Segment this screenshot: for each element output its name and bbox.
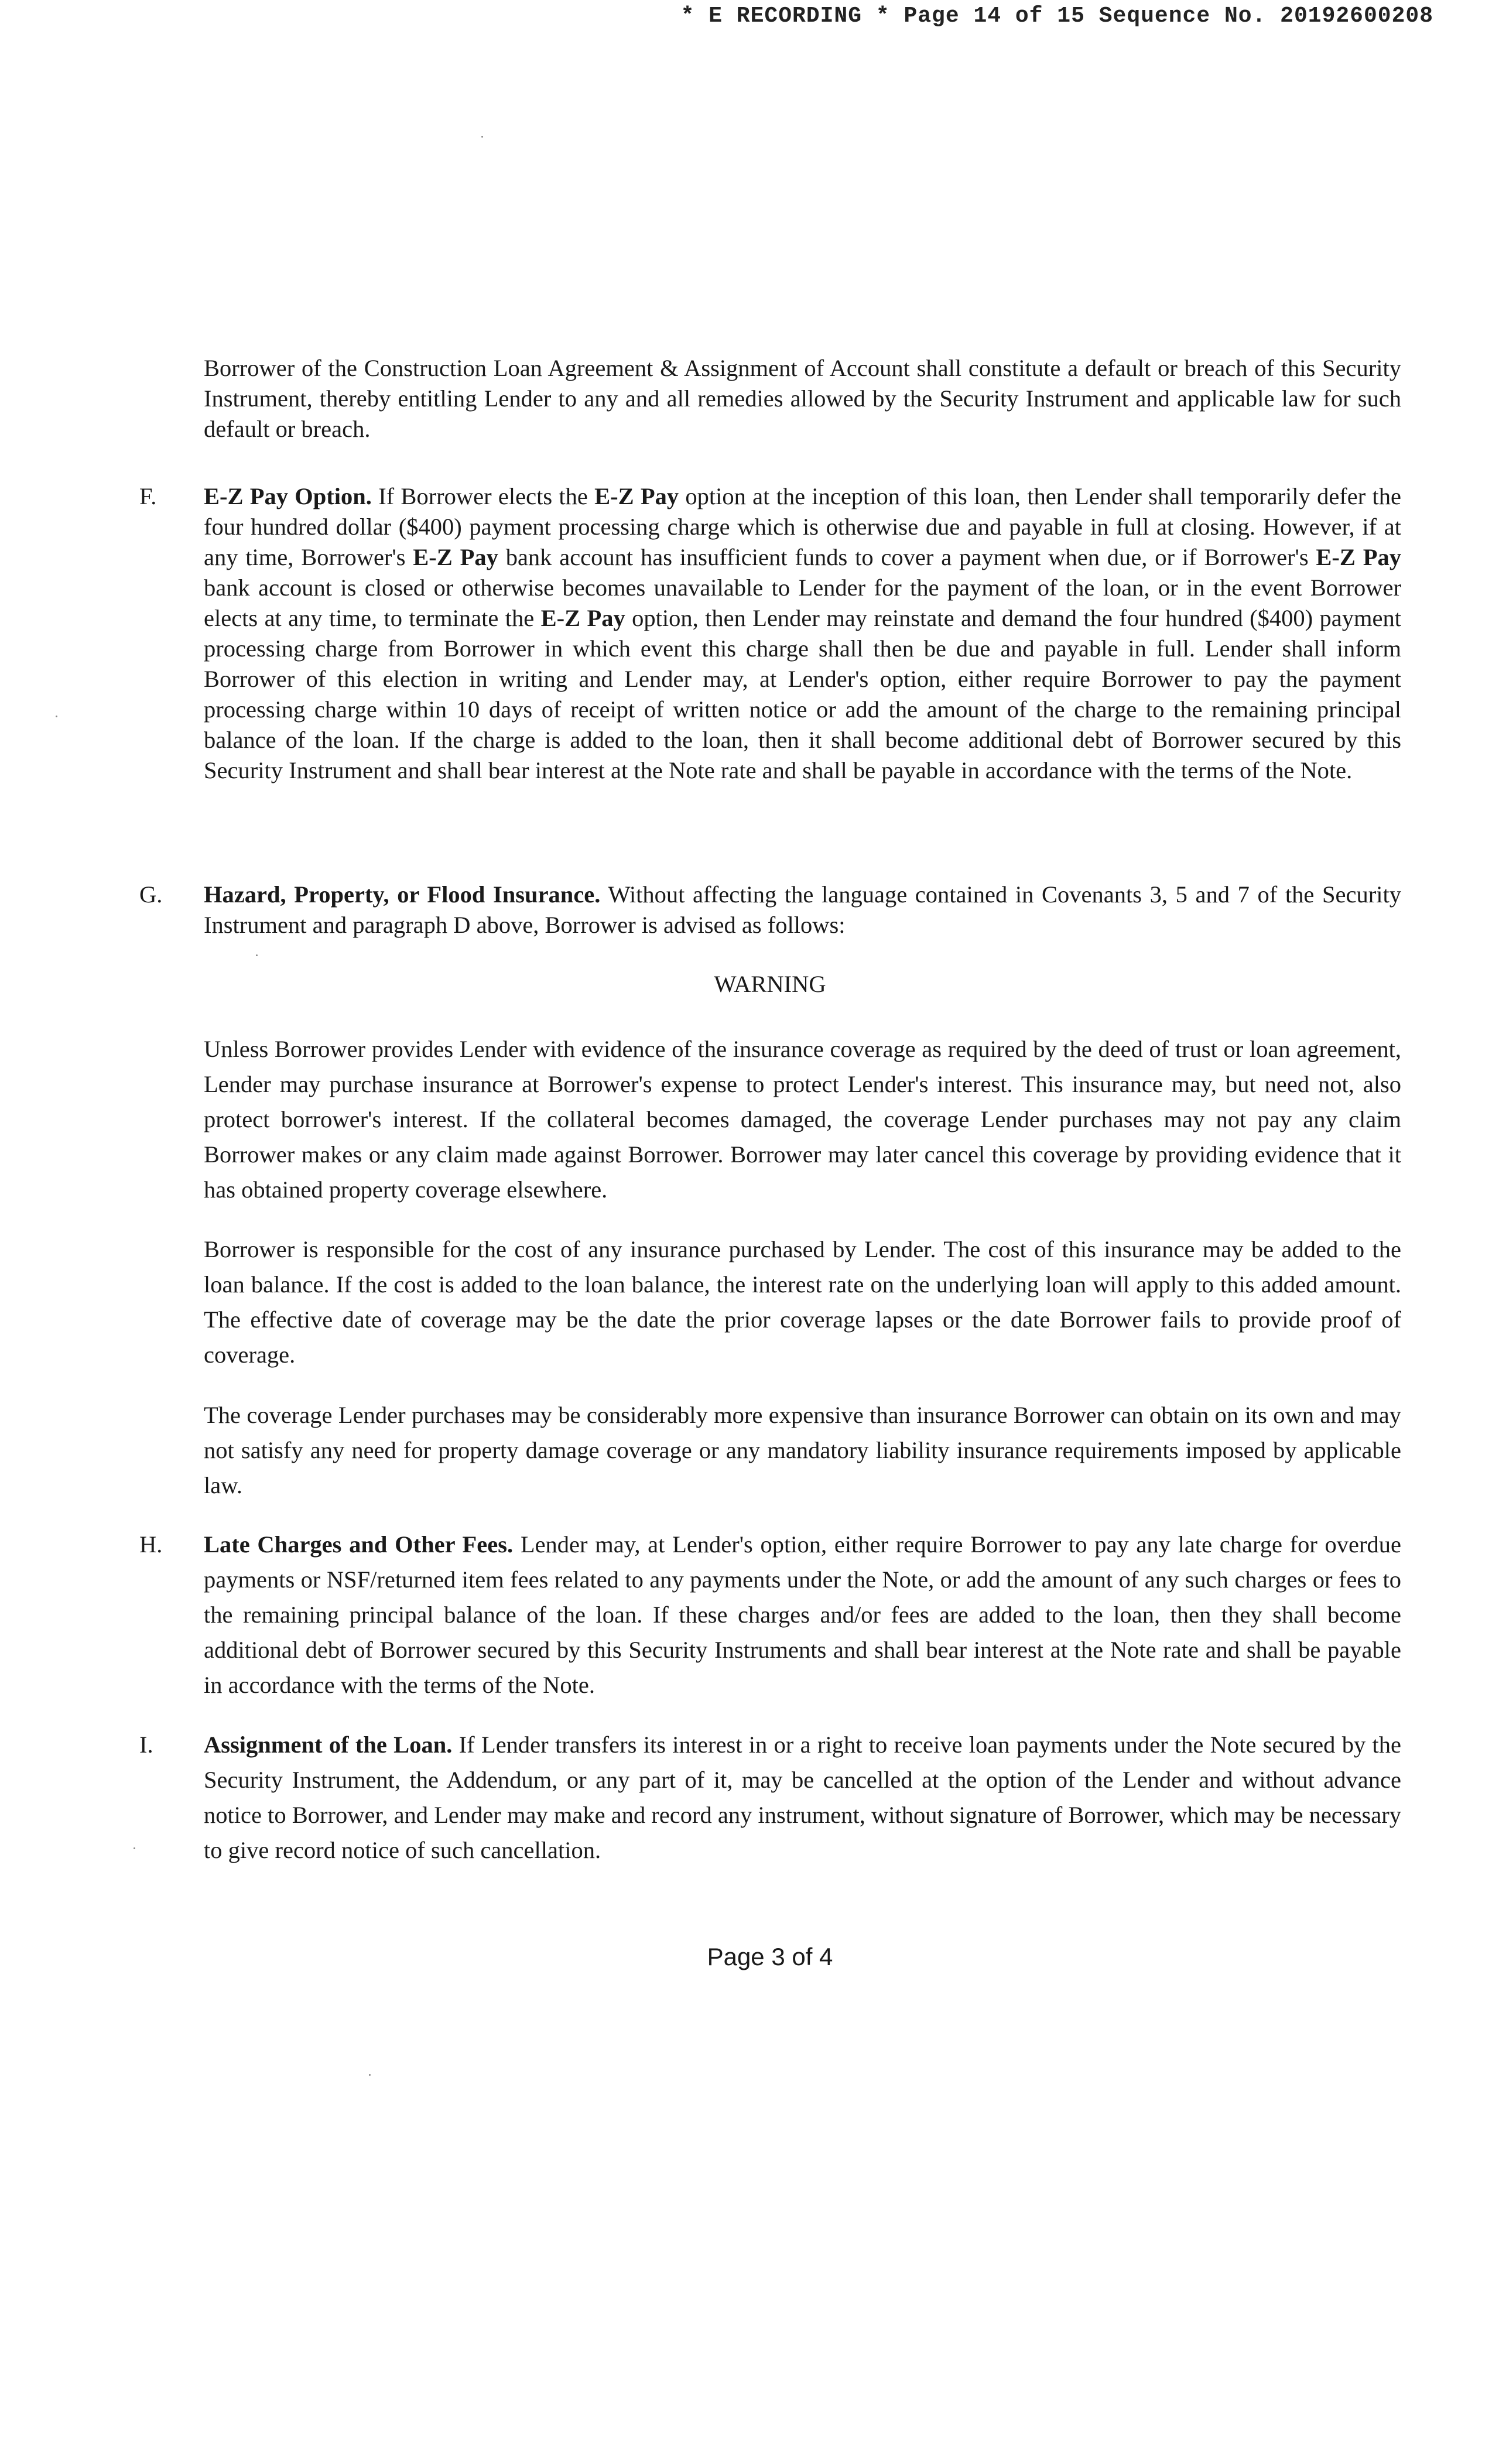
- section-h-text: Lender may, at Lender's option, either require Borrower to pay any late charge for overdue payments or NSF/returned item fees related to any payments under the Note, or add the amount of any such charges or fees to the remaining principal balance of the loan. If these charges and/or fees are added to the loan, then they shall become additional debt of Borrower secured by this Security Instruments and shall bear interest at the Note rate and shall be payable in accordance with the terms of the Note.: [204, 1531, 1401, 1698]
- section-i-paragraph: [204, 1727, 1401, 1868]
- section-g-paragraph: [204, 879, 1401, 940]
- section-f-letter: F.: [139, 483, 157, 509]
- section-f-text: If Borrower elects the: [371, 483, 595, 509]
- scan-speck: [369, 2074, 371, 2076]
- section-h-heading: Late Charges and Other Fees.: [204, 1531, 514, 1558]
- section-h-letter: H.: [139, 1531, 163, 1558]
- scan-speck: [56, 716, 57, 717]
- section-f-text: bank account has insufficient funds to cover a payment when due, or if Borrower's: [498, 544, 1316, 570]
- scan-speck: [134, 1847, 135, 1849]
- section-f-paragraph: [204, 481, 1401, 786]
- ez-pay-term: E-Z Pay: [413, 544, 498, 570]
- ez-pay-term: E-Z Pay: [540, 605, 625, 631]
- warning-paragraph-1: Unless Borrower provides Lender with evidence of the insurance coverage as required by the deed of trust or loan agreement, Lender may purchase insurance at Borrower's expense to protect Lender's interest. This insurance may, but need not, also protect borrower's interest. If the collateral becomes damaged, the coverage Lender purchases may not pay any claim Borrower makes or any claim made against Borrower. Borrower may later cancel this coverage by providing evidence that it has obtained property coverage elsewhere.: [204, 1036, 1401, 1203]
- section-i-letter: I.: [139, 1731, 153, 1758]
- section-g-letter: G.: [139, 881, 163, 908]
- page-footer: Page 3 of 4: [707, 1943, 833, 1970]
- section-h-paragraph: [204, 1527, 1401, 1703]
- section-i-text: If Lender transfers its interest in or a right to receive loan payments under the Note secured by the Security Instrument, the Addendum, or any part of it, may be cancelled at the option of the Lender and without advance notice to Borrower, and Lender may make and record any instrument, without signature of Borrower, which may be necessary to give record notice of such cancellation.: [204, 1731, 1401, 1863]
- section-g-text: Without affecting the language contained in Covenants 3, 5 and 7 of the Security Instrument and paragraph D above, Borrower is advised as follows:: [204, 881, 1401, 938]
- section-f-text: option, then Lender may reinstate and demand the four hundred ($400) payment processing charge from Borrower in which event this charge shall then be due and payable in full. Lender shall inform Borrower of this election in writing and Lender may, at Lender's option, either require Borrower to pay the payment processing charge within 10 days of receipt of written notice or add the amount of the charge to the remaining principal balance of the loan. If the charge is added to the loan, then it shall become additional debt of Borrower secured by this Security Instrument and shall bear interest at the Note rate and shall be payable in accordance with the terms of the Note.: [204, 605, 1401, 783]
- section-i-heading: Assignment of the Loan.: [204, 1731, 453, 1758]
- scan-speck: [256, 954, 258, 956]
- section-f-heading: E-Z Pay Option.: [204, 483, 372, 509]
- section-g-heading: Hazard, Property, or Flood Insurance.: [204, 881, 601, 908]
- intro-paragraph: Borrower of the Construction Loan Agreement & Assignment of Account shall constitute a default or breach of this Security Instrument, thereby entitling Lender to any and all remedies allowed by the Security Instrument and applicable law for such default or breach.: [204, 355, 1401, 442]
- scan-speck: [481, 136, 483, 138]
- warning-paragraph-3: The coverage Lender purchases may be considerably more expensive than insurance Borrower can obtain on its own and may not satisfy any need for property damage coverage or any mandatory liability insurance requirements imposed by applicable law.: [204, 1402, 1401, 1498]
- section-f-text: option at the inception of this loan, then Lender shall temporarily defer the four hundred dollar ($400) payment processing charge which is otherwise due and payable in full at closing. However, if at any time, Borrower's: [204, 483, 1401, 570]
- section-f-text: bank account is closed or otherwise becomes unavailable to Lender for the payment of the loan, or in the event Borrower elects at any time, to terminate the: [204, 574, 1401, 631]
- ez-pay-term: E-Z Pay: [594, 483, 679, 509]
- ez-pay-term: E-Z Pay: [1316, 544, 1401, 570]
- warning-title: WARNING: [714, 971, 826, 997]
- warning-paragraph-2: Borrower is responsible for the cost of any insurance purchased by Lender. The cost of this insurance may be added to the loan balance. If the cost is added to the loan balance, the interest rate on the underlying loan will apply to this added amount. The effective date of coverage may be the date the prior coverage lapses or the date Borrower fails to provide proof of coverage.: [204, 1236, 1401, 1368]
- recording-header: * E RECORDING * Page 14 of 15 Sequence No. 20192600208: [680, 4, 1433, 29]
